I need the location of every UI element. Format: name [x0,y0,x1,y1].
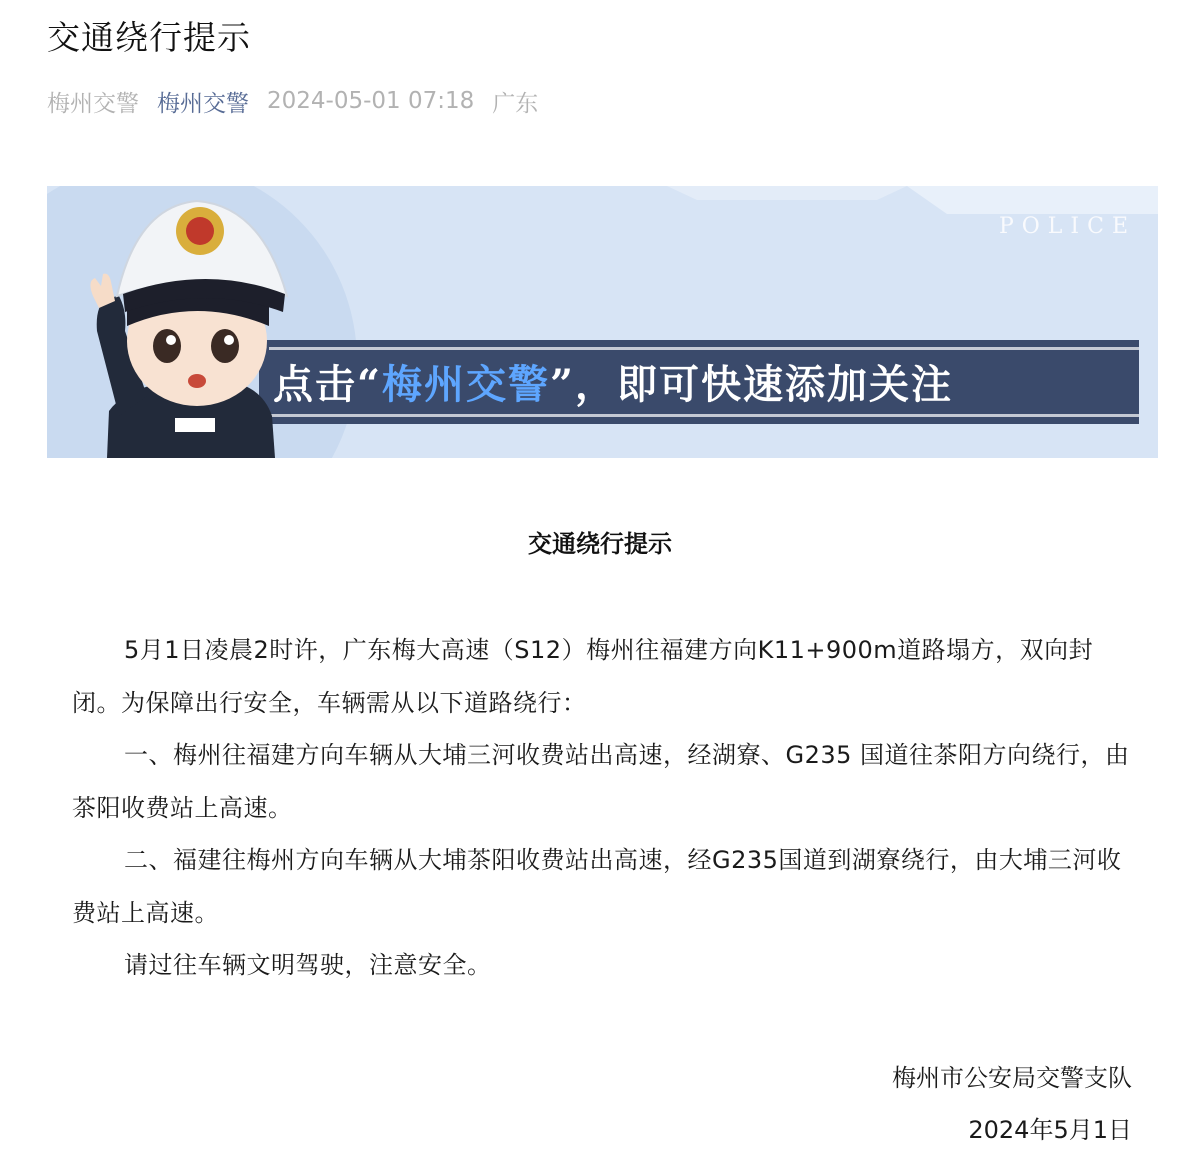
article-title: 交通绕行提示 [47,18,251,57]
cta-suffix: ”，即可快速添加关注 [550,361,954,408]
notice-heading: 交通绕行提示 [528,530,672,558]
cta-prefix: 点击“ [273,361,383,408]
notice-signature: 梅州市公安局交警支队 [892,1064,1132,1092]
follow-banner[interactable] [47,186,1158,458]
police-watermark: POLICE [998,214,1136,239]
cta-account: 梅州交警 [382,361,551,408]
notice-paragraph: 5月1日凌晨2时许，广东梅大高速（S12）梅州往福建方向K11+900m道路塌方，双向封闭。为保障出行安全，车辆需从以下道路绕行： [72,636,1094,717]
follow-cta[interactable] [273,343,1138,420]
notice-paragraph: 二、福建往梅州方向车辆从大埔茶阳收费站出高速，经G235国道到湖寮绕行，由大埔三河收费站上高速。 [72,846,1122,927]
notice-body [72,624,1134,992]
author-link[interactable]: 梅州交警 [157,90,249,117]
notice-paragraph: 请过往车辆文明驾驶，注意安全。 [124,951,492,979]
publish-location: 广东 [492,90,539,117]
notice-date: 2024年5月1日 [968,1116,1132,1144]
notice-paragraph: 一、梅州往福建方向车辆从大埔三河收费站出高速，经湖寮、G235 国道往茶阳方向绕行，由茶阳收费站上高速。 [72,741,1130,822]
publish-time: 2024-05-01 07:18 [267,88,475,114]
notice-signature-block [892,1052,1132,1156]
account-name: 梅州交警 [47,90,139,117]
article-meta [47,84,556,118]
